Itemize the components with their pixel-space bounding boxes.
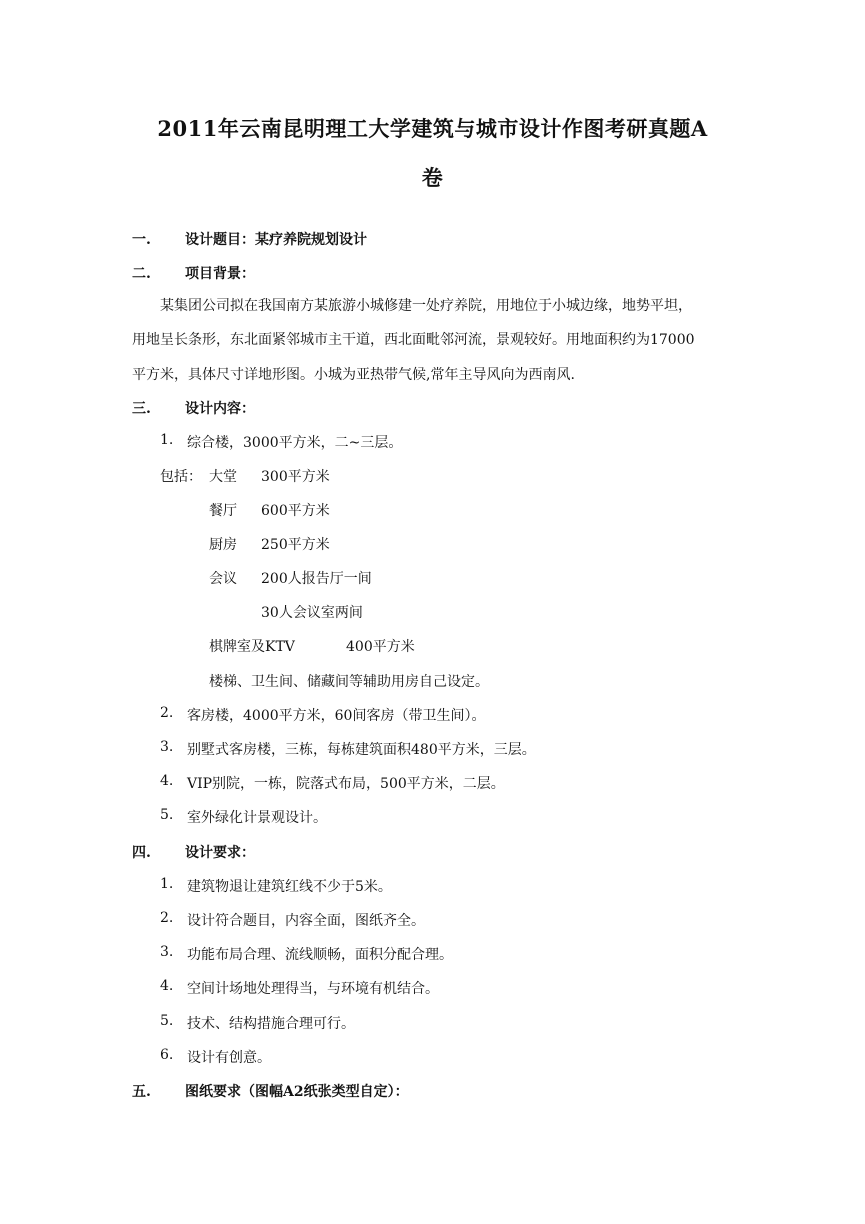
requirement-text: 空间计场地处理得当，与环境有机结合。 [187,981,439,997]
section-4-number: 四. [132,845,151,861]
includes-label: 包括： [160,469,202,485]
room-area: 200人报告厅一间 [261,571,372,587]
background-paragraph-line2: 用地呈长条形，东北面紧邻城市主干道，西北面毗邻河流，景观较好。用地面积约为17000 [132,332,695,348]
content-item-text: VIP别院，一栋，院落式布局，500平方米，二层。 [187,776,505,792]
content-item-text: 室外绿化计景观设计。 [187,810,327,826]
requirement-text: 设计有创意。 [187,1050,271,1066]
room-name: 会议 [209,571,237,587]
requirement-number: 5. [160,1013,174,1029]
room-area: 400平方米 [346,639,415,655]
content-item-number: 1. [160,432,174,448]
section-3-number: 三. [132,401,151,417]
room-area: 300平方米 [261,469,330,485]
content-item-number: 5. [160,807,174,823]
section-4-heading: 设计要求： [185,845,255,861]
content-item-text: 综合楼，3000平方米，二~三层。 [187,435,403,451]
section-1-heading: 设计题目：某疗养院规划设计 [185,232,367,248]
content-item-text: 客房楼，4000平方米，60间客房（带卫生间）。 [187,708,486,724]
requirement-text: 技术、结构措施合理可行。 [187,1016,355,1032]
room-area: 600平方米 [261,503,330,519]
content-item-number: 4. [160,773,174,789]
content-item-number: 3. [160,739,174,755]
content-item-text: 别墅式客房楼，三栋，每栋建筑面积480平方米，三层。 [187,742,536,758]
requirement-number: 6. [160,1047,174,1063]
section-5-heading: 图纸要求（图幅A2纸张类型自定）： [185,1084,409,1100]
section-1-number: 一. [132,232,151,248]
background-paragraph-line1: 某集团公司拟在我国南方某旅游小城修建一处疗养院，用地位于小城边缘，地势平坦， [160,298,692,314]
section-3-heading: 设计内容： [185,401,255,417]
room-area: 250平方米 [261,537,330,553]
room-name: 大堂 [209,469,237,485]
document-title-line1: 2011年云南昆明理工大学建筑与城市设计作图考研真题A [157,116,708,141]
requirement-text: 设计符合题目，内容全面，图纸齐全。 [187,913,425,929]
requirement-text: 功能布局合理、流线顺畅，面积分配合理。 [187,947,453,963]
meeting-room-detail: 30人会议室两间 [261,605,363,621]
section-2-heading: 项目背景： [185,266,255,282]
section-5-number: 五. [132,1084,151,1100]
requirement-number: 4. [160,978,174,994]
content-item-number: 2. [160,705,174,721]
room-name: 厨房 [209,537,237,553]
background-paragraph-line3: 平方米，具体尺寸详地形图。小城为亚热带气候,常年主导风向为西南风. [132,367,575,383]
requirement-number: 3. [160,944,174,960]
room-name: 棋牌室及KTV [209,639,295,655]
document-title-line2: 卷 [421,165,444,190]
requirement-number: 2. [160,910,174,926]
section-2-number: 二. [132,266,151,282]
room-name: 餐厅 [209,503,237,519]
requirement-number: 1. [160,876,174,892]
requirement-text: 建筑物退让建筑红线不少于5米。 [187,879,392,895]
auxiliary-rooms-note: 楼梯、卫生间、储藏间等辅助用房自己设定。 [209,674,489,690]
